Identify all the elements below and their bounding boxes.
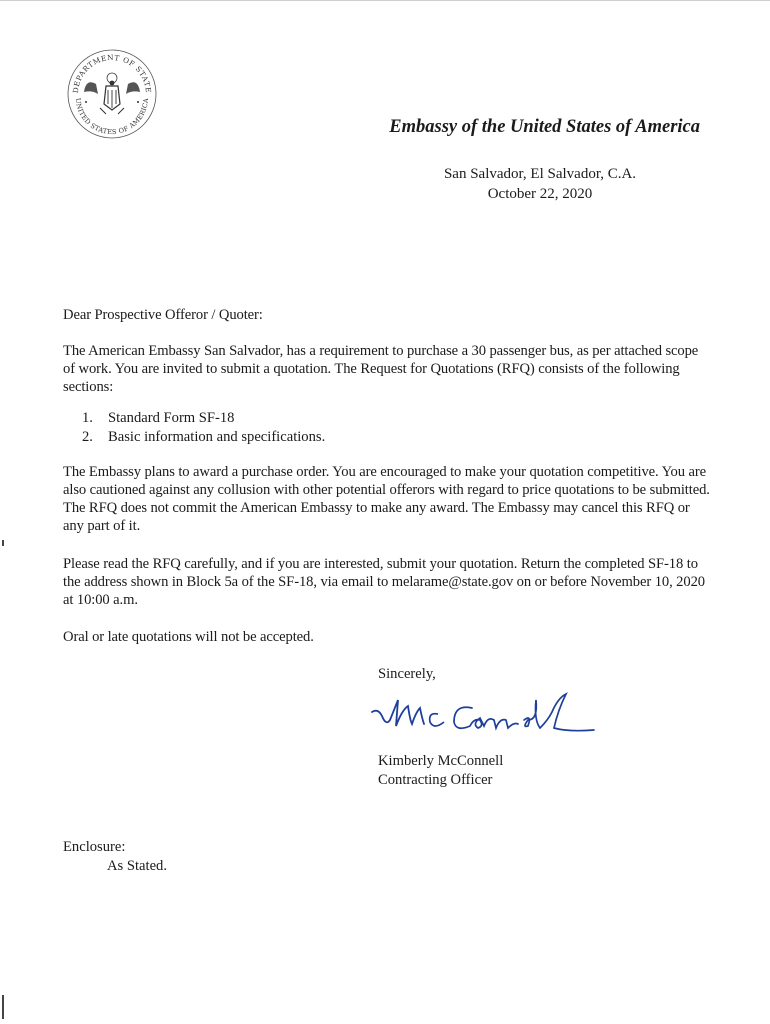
signer-block — [378, 752, 503, 790]
list-item-number: 1. — [82, 410, 93, 426]
scan-top-edge — [0, 0, 770, 1]
paragraph-1: The American Embassy San Salvador, has a requirement to purchase a 30 passenger bus, as per attached scope of work. You are invited to submit a quotation. The Request for Quotations (RFQ) consists of the following sections: — [63, 343, 699, 395]
list-item-number: 2. — [82, 429, 93, 445]
enclosure-value: As Stated. — [107, 858, 167, 874]
paragraph-2: The Embassy plans to award a purchase order. You are encouraged to make your quotation competitive. You are also cautioned against any collusion with other potential offerors with regard to price quotations to be submitted. The RFQ does not commit the American Embassy to make any award. The Embassy may cancel this RFQ or any part of it. — [63, 464, 710, 534]
signer-name: Kimberly McConnell — [378, 753, 504, 769]
enclosure-block — [63, 838, 167, 876]
location: San Salvador, El Salvador, C.A. — [443, 166, 637, 182]
paragraph-3: Please read the RFQ carefully, and if you are interested, submit your quotation. Return the completed SF-18 to the address shown in Block 5a of the SF-18, via email to melarame@state.gov on or before November 10, 2020 at 10:00 a.m. — [63, 556, 705, 608]
scan-margin-mark — [2, 540, 4, 546]
closing: Sincerely, — [378, 666, 436, 682]
list-item-text: Standard Form SF-18 — [108, 410, 235, 426]
letterhead-location-date — [400, 164, 680, 204]
list-item — [82, 409, 325, 428]
paragraph-4: Oral or late quotations will not be accepted. — [63, 629, 314, 645]
list-item — [82, 428, 325, 447]
svg-text:UNITED STATES OF AMERICA: UNITED STATES OF AMERICA — [73, 97, 151, 137]
rfq-sections-list — [82, 409, 325, 447]
enclosure-label: Enclosure: — [63, 839, 126, 855]
svg-text:DEPARTMENT OF STATE: DEPARTMENT OF STATE — [70, 52, 154, 94]
letter-date: October 22, 2020 — [487, 186, 593, 202]
embassy-name: Embassy of the United States of America — [389, 117, 700, 137]
handwritten-signature — [368, 690, 598, 742]
list-item-text: Basic information and specifications. — [108, 429, 326, 445]
salutation: Dear Prospective Offeror / Quoter: — [63, 307, 263, 323]
signer-title: Contracting Officer — [378, 772, 493, 788]
scan-margin-mark — [2, 995, 4, 1019]
department-of-state-seal-icon — [66, 48, 158, 140]
